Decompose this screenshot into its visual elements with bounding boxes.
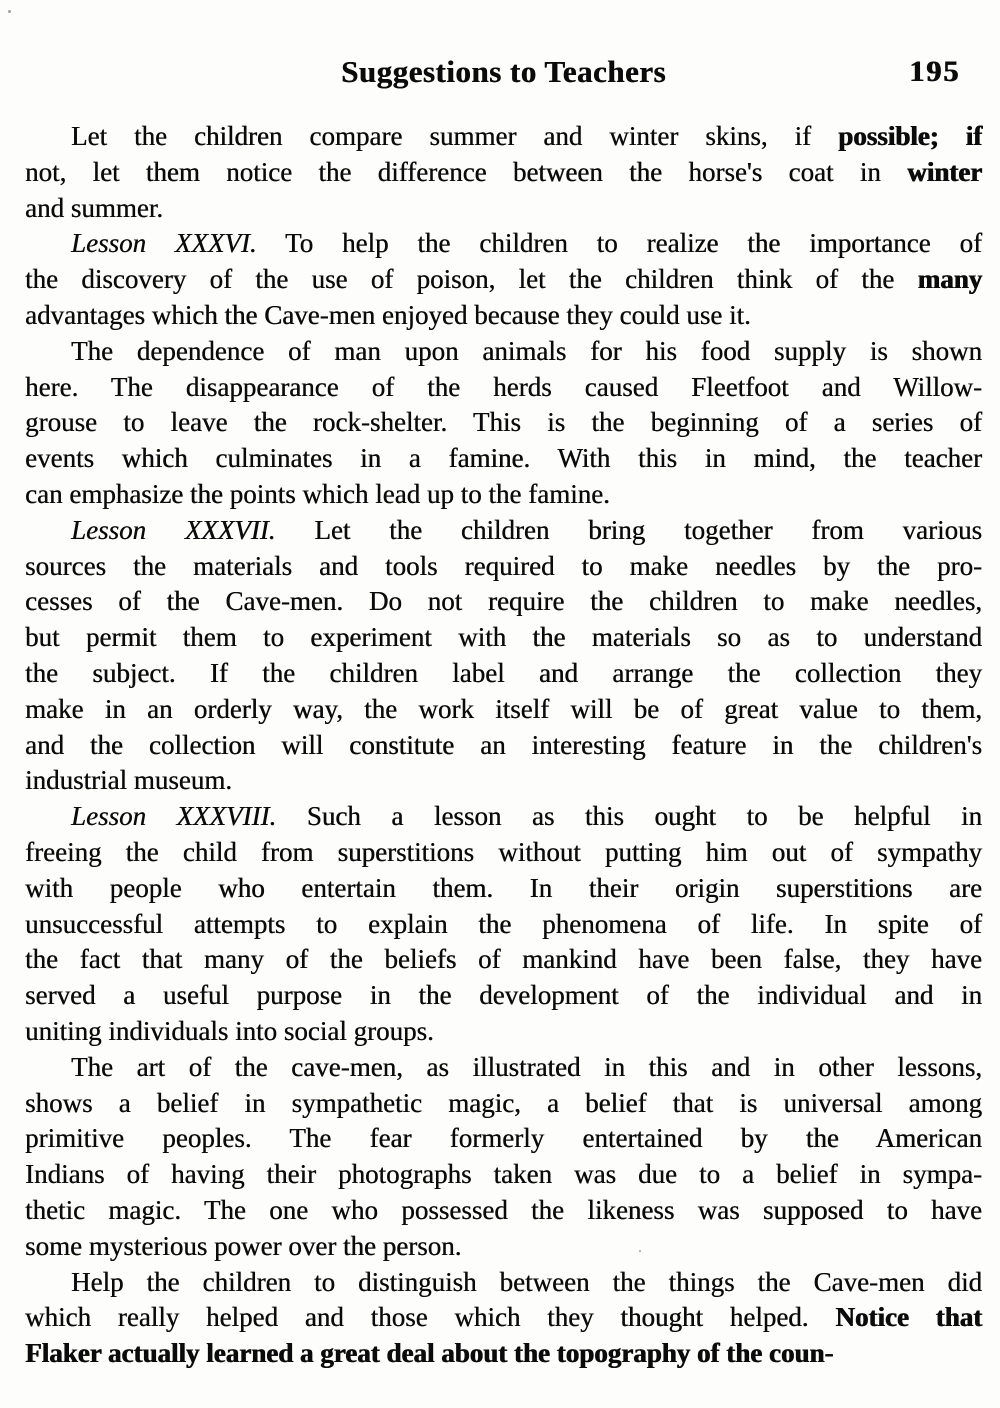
text-line (25, 942, 982, 978)
text-line (25, 1050, 982, 1086)
text-line (25, 1014, 982, 1050)
text-line (25, 656, 982, 692)
text-segment: which really helped and those which they thought helped. (25, 1302, 836, 1333)
text-segment: freeing the child from superstitions without putting him out of sympathy (25, 836, 982, 867)
text-line (25, 226, 982, 262)
scan-speck (8, 10, 11, 13)
text-segment: can emphasize the points which lead up to the famine. (25, 478, 610, 509)
text-segment: winter (907, 156, 982, 187)
text-line (25, 978, 982, 1014)
text-segment: with people who entertain them. In their origin superstitions are (25, 872, 982, 903)
text-segment: Let the children compare summer and winter skins, if (71, 121, 838, 151)
text-line (25, 119, 982, 155)
text-segment: the subject. If the children label and arrange the collection they (25, 657, 982, 688)
text-segment: Let the children bring together from various (275, 514, 982, 545)
text-segment: cesses of the Cave-men. Do not require the children to make needles, (25, 586, 982, 617)
text-segment: and the collection will constitute an interesting feature in the children's (25, 729, 982, 760)
text-segment: some mysterious power over the person. (25, 1230, 462, 1261)
text-segment: possible; if (837, 121, 982, 151)
text-segment: sources the materials and tools required to make needles by the pro- (25, 550, 982, 581)
text-line (25, 191, 982, 227)
text-segment: thetic magic. The one who possessed the likeness was supposed to have (25, 1194, 982, 1225)
text-segment: shows a belief in sympathetic magic, a belief that is universal among (25, 1087, 982, 1118)
text-line (25, 692, 982, 728)
text-line (25, 298, 982, 334)
text-segment: the discovery of the use of poison, let the children think of the (25, 264, 918, 295)
lesson-heading: Lesson XXXVII. (71, 514, 276, 545)
text-line (25, 871, 982, 907)
lesson-heading: Lesson XXXVI. (71, 228, 257, 259)
page-number: 195 (909, 55, 960, 88)
text-line (25, 1300, 982, 1336)
text-segment: events which culminates in a famine. With this in mind, the teacher (25, 443, 982, 474)
text-line (25, 1121, 982, 1157)
text-line (25, 1229, 982, 1265)
text-segment: Such a lesson as this ought to be helpful in (276, 801, 982, 832)
paragraph (25, 119, 982, 226)
paragraph (25, 334, 982, 513)
text-segment: The art of the cave-men, as illustrated in this and in other lessons, (71, 1051, 982, 1082)
running-title: Suggestions to Teachers (341, 54, 666, 89)
text-line (25, 334, 982, 370)
text-segment: Notice that (835, 1302, 982, 1333)
page-header (25, 54, 982, 94)
text-segment: advantages which the Cave-men enjoyed because they could use it. (25, 299, 751, 330)
text-segment: but permit them to experiment with the materials so as to understand (25, 622, 982, 653)
paragraph (25, 1050, 982, 1265)
text-segment: Help the children to distinguish between the things the Cave-men did (71, 1266, 982, 1297)
text-segment: Flaker actually learned a great deal about the topography of the coun- (25, 1338, 834, 1369)
text-segment: unsuccessful attempts to explain the phenomena of life. In spite of (25, 908, 982, 939)
text-line (25, 370, 982, 406)
text-line (25, 1157, 982, 1193)
paragraph (25, 226, 982, 333)
text-segment: Indians of having their photographs taken was due to a belief in sympa- (25, 1159, 982, 1190)
text-line (25, 1336, 982, 1372)
text-segment: grouse to leave the rock-shelter. This is the beginning of a series of (25, 407, 982, 438)
text-segment: many (917, 264, 982, 295)
text-line (25, 1086, 982, 1122)
text-line (25, 262, 982, 298)
text-line (25, 441, 982, 477)
text-segment: the fact that many of the beliefs of mankind have been false, they have (25, 944, 982, 975)
text-line (25, 405, 982, 441)
text-line (25, 155, 982, 191)
text-line (25, 584, 982, 620)
text-line (25, 835, 982, 871)
paragraph (25, 1265, 982, 1372)
text-line (25, 728, 982, 764)
text-segment: here. The disappearance of the herds caused Fleetfoot and Willow- (25, 371, 982, 402)
text-segment: primitive peoples. The fear formerly entertained by the American (25, 1123, 982, 1154)
text-line (25, 763, 982, 799)
text-segment: uniting individuals into social groups. (25, 1015, 434, 1046)
text-line (25, 477, 982, 513)
text-line (25, 549, 982, 585)
text-body (25, 119, 982, 1372)
lesson-heading: Lesson XXXVIII. (71, 801, 277, 832)
text-line (25, 1193, 982, 1229)
text-line (25, 1265, 982, 1301)
paragraph (25, 513, 982, 799)
text-segment: To help the children to realize the importance of (256, 228, 982, 259)
text-segment: not, let them notice the difference between the horse's coat in (25, 156, 908, 187)
text-line (25, 620, 982, 656)
text-segment: industrial museum. (25, 765, 232, 796)
text-segment: and summer. (25, 192, 163, 223)
paragraph (25, 799, 982, 1050)
text-line (25, 799, 982, 835)
text-segment: The dependence of man upon animals for his food supply is shown (71, 335, 982, 366)
text-segment: served a useful purpose in the development of the individual and in (25, 980, 982, 1011)
text-line (25, 907, 982, 943)
text-line (25, 513, 982, 549)
text-segment: make in an orderly way, the work itself will be of great value to them, (25, 693, 982, 724)
